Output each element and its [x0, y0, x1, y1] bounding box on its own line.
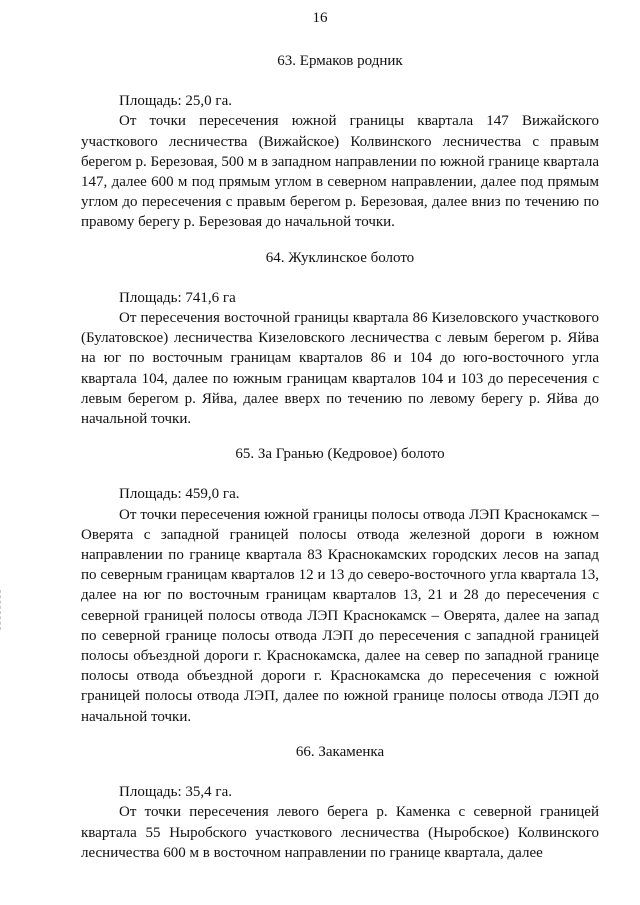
area-value: Площадь: 459,0 га. — [119, 486, 240, 503]
section-64 — [81, 248, 599, 430]
section-heading: 63. Ермаков родник — [277, 53, 403, 69]
page-number: 16 — [312, 10, 328, 26]
section-66 — [81, 742, 599, 863]
section-heading: 64. Жуклинское болото — [265, 249, 415, 266]
area-value: Площадь: 741,6 га — [119, 289, 236, 306]
document-body — [81, 51, 599, 863]
boundary-description: От точки пересечения южной границы полосы отвода ЛЭП Краснокамск – Оверята с западной границей полосы отвода железной дороги в южном направлении по границе квартала 83 Краснокамских городских лесов на запад по северным границам кварталов 12 и 13 до северо-восточного угла квартала 13, далее на юг по восточным границам кварталов 13, 21 и 28 до пересечения с северной границей полосы отвода ЛЭП Краснокамск – Оверята, далее на запад по северной границе полосы отвода ЛЭП до пересечения с западной границей полосы объездной дороги г. Краснокамска, далее на север по западной границе полосы отвода объездной дороги г. Краснокамска до пересечения с южной границей полосы отвода ЛЭП, далее по южной границе полосы отвода ЛЭП до начальной точки. — [81, 506, 599, 725]
boundary-description: От точки пересечения южной границы квартала 147 Вижайского участкового лесничества (Вижайское) Колвинского лесничества с правым берегом р. Березовая, 500 м в западном направлении по южной границе квартала 147, далее 600 м под прямым углом в северном направлении, далее под прямым углом до пересечения с правым берегом р. Березовая, далее вниз по течению по правому берегу р. Березовая до начальной точки. — [81, 113, 599, 231]
section-63 — [81, 51, 599, 233]
section-heading: 66. Закаменка — [295, 743, 385, 760]
boundary-description: От пересечения восточной границы квартала 86 Кизеловского участкового (Булатовское) лесничества Кизеловского лесничества с левым берегом р. Яйва на юг по восточным границам кварталов 86 и 104 до юго-восточного угла квартала 104, далее по южным границам кварталов 104 и 103 до пересечения с левым берегом р. Яйва, далее вверх по течению по левому берегу р. Яйва до начальной точки. — [81, 310, 599, 428]
section-heading: 65. За Гранью (Кедровое) болото — [235, 446, 445, 463]
area-value: Площадь: 35,4 га. — [119, 784, 232, 801]
boundary-description: От точки пересечения левого берега р. Каменка с северной границей квартала 55 Ныробского участкового лесничества (Ныробское) Колвинского лесничества 600 м в восточном направлении по границе квартала, далее — [81, 804, 599, 861]
scan-margin-mark — [0, 590, 3, 630]
area-value: Площадь: 25,0 га. — [119, 93, 232, 110]
section-65 — [81, 444, 599, 727]
